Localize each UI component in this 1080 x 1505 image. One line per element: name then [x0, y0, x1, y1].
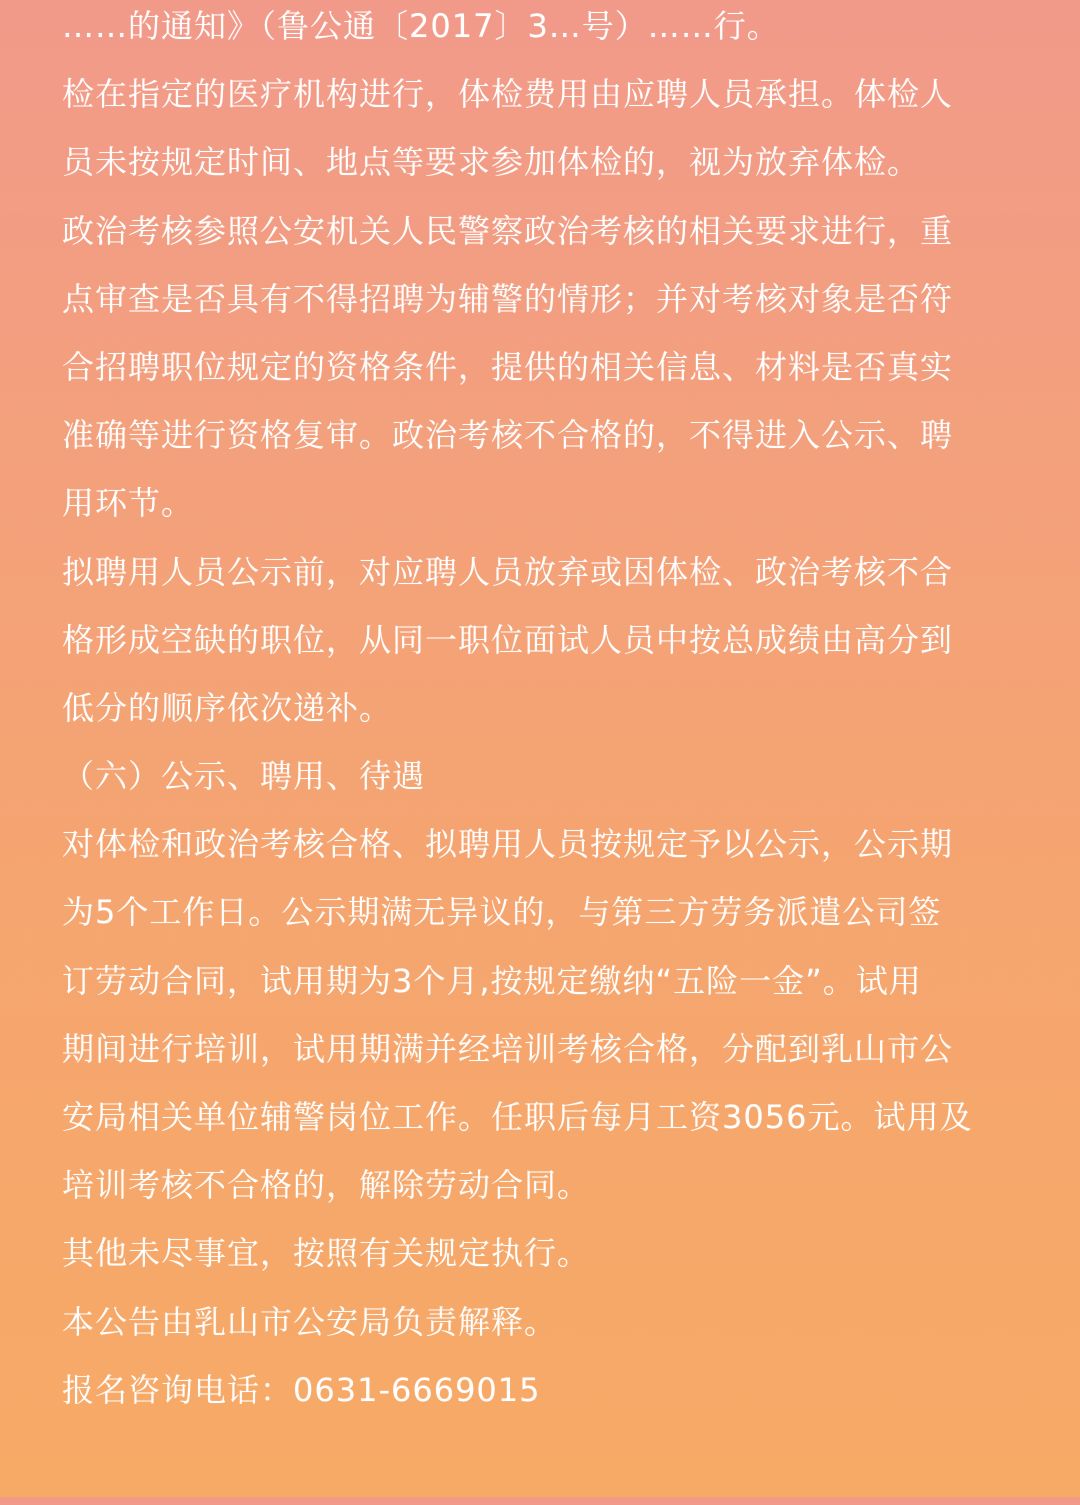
text-line-9: 拟聘用人员公示前，对应聘人员放弃或因体检、政治考核不合 [62, 552, 954, 591]
contact-phone-line: 报名咨询电话：0631-6669015 [62, 1370, 541, 1409]
text-line-5: 点审查是否具有不得招聘为辅警的情形；并对考核对象是否符 [62, 279, 954, 318]
section-heading-six: （六）公示、聘用、待遇 [62, 757, 426, 796]
text-line-19: 其他未尽事宜，按照有关规定执行。 [62, 1234, 591, 1273]
text-line-20: 本公告由乳山市公安局负责解释。 [62, 1302, 558, 1341]
text-line-2: 检在指定的医疗机构进行，体检费用由应聘人员承担。体检人 [62, 75, 954, 114]
text-line-16: 期间进行培训，试用期满并经培训考核合格，分配到乳山市公 [62, 1029, 954, 1068]
text-line-15: 订劳动合同，试用期为3个月,按规定缴纳“五险一金”。试用 [62, 961, 922, 1000]
text-line-3: 员未按规定时间、地点等要求参加体检的，视为放弃体检。 [62, 143, 921, 182]
text-line-1: ……的通知》（鲁公通〔2017〕3…号）……行。 [62, 7, 780, 45]
text-line-13: 对体检和政治考核合格、拟聘用人员按规定予以公示，公示期 [62, 825, 954, 864]
text-line-17: 安局相关单位辅警岗位工作。任职后每月工资3056元。试用及 [62, 1098, 973, 1136]
text-line-6: 合招聘职位规定的资格条件，提供的相关信息、材料是否真实 [62, 347, 954, 386]
text-line-7: 准确等进行资格复审。政治考核不合格的，不得进入公示、聘 [62, 416, 954, 455]
text-line-11: 低分的顺序依次递补。 [62, 688, 393, 727]
text-line-14: 为5个工作日。公示期满无异议的，与第三方劳务派遣公司签 [62, 893, 942, 932]
text-line-8: 用环节。 [62, 484, 195, 523]
text-line-10: 格形成空缺的职位，从同一职位面试人员中按总成绩由高分到 [62, 620, 954, 659]
text-line-18: 培训考核不合格的，解除劳动合同。 [62, 1166, 591, 1205]
text-line-4: 政治考核参照公安机关人民警察政治考核的相关要求进行，重 [62, 211, 954, 250]
